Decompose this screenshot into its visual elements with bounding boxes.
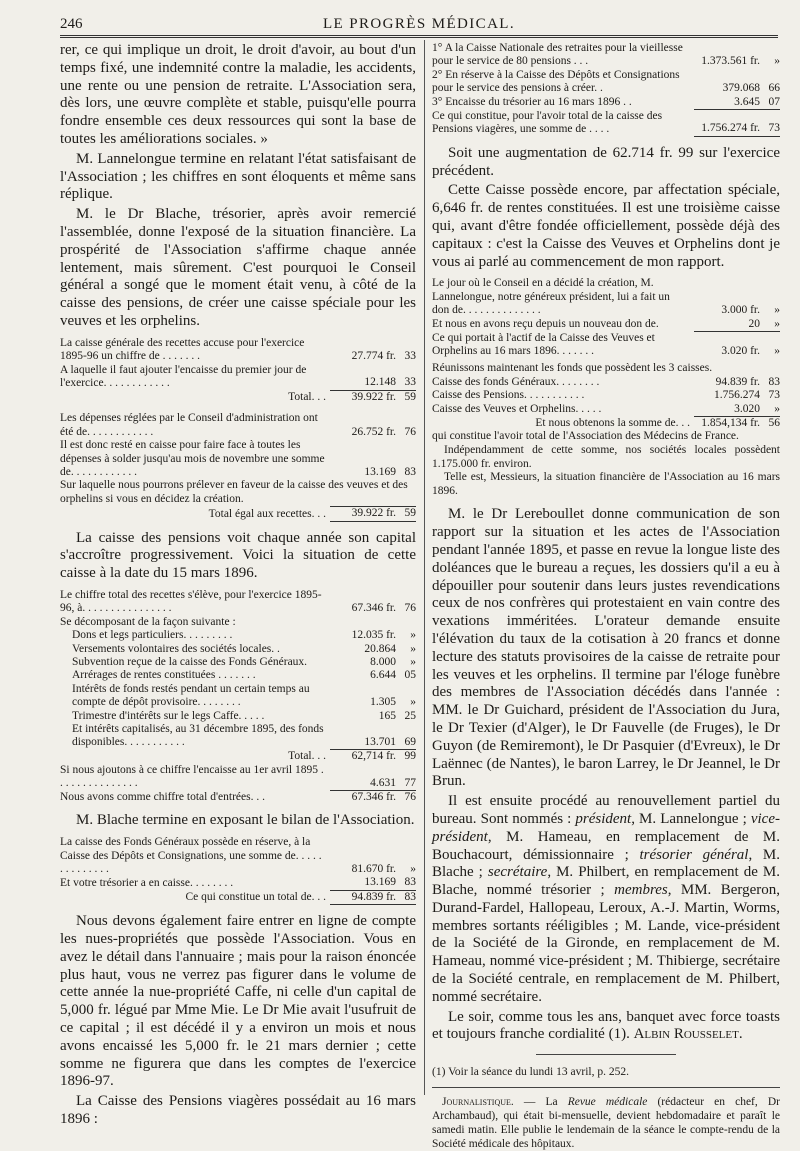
- ledger-table: [60, 337, 416, 405]
- ledger-cents: 76: [396, 791, 416, 805]
- section-rule: [432, 1087, 780, 1088]
- ledger-cents: 25: [404, 709, 416, 722]
- ledger-cents: 66: [768, 82, 780, 95]
- text-run: vice-président: [432, 810, 780, 845]
- ledger-row: [60, 750, 416, 764]
- ledger-cents: »: [760, 332, 780, 359]
- paragraph: [432, 1009, 780, 1045]
- ledger-cents: »: [410, 655, 416, 668]
- ledger-amount: 94.839 fr.: [330, 890, 396, 904]
- text-run: Il est ensuite procédé au renouvellement partiel du bureau. Sont nommés :: [432, 793, 780, 827]
- ledger-row: [60, 669, 416, 682]
- ledger-row: [432, 69, 780, 96]
- ledger-label: Intérêts de fonds restés pendant un certain temps au compte de dépôt provisoire. . . . . . . .: [72, 682, 310, 709]
- text-run: secrétaire: [487, 864, 548, 881]
- ledger-table: [432, 362, 780, 430]
- small-paragraph: Telle est, Messieurs, la situation financière de l'Association au 16 mars 1896.: [432, 471, 780, 497]
- ledger-label: Et nous en avons reçu depuis un nouveau don de.: [432, 318, 659, 331]
- paragraph: M. le Dr Blache, trésorier, après avoir remercié l'assemblée, donne l'exposé de la situation financière. La prospérité de l'Association s'affirme chaque année lentement, mais sûrement. C'est pourquoi le Conseil général a songé que le moment était venu, à côté de la caisse des pensions, de créer une caisse spéciale pour les veuves et les orphelins.: [60, 206, 416, 329]
- text-run: Le soir, comme tous les ans, banquet avec force toasts et toujours franche cordialité (1).: [432, 1008, 780, 1043]
- journalistique-note: [432, 1096, 780, 1151]
- ledger-row: [60, 890, 416, 904]
- ledger-row: [60, 390, 416, 404]
- ledger-amount: 6.644: [370, 669, 396, 682]
- ledger-amount: 3.645: [734, 95, 760, 108]
- ledger-label: Arrérages de rentes constituées . . . . . . .: [72, 669, 256, 682]
- ledger-row: [432, 96, 780, 110]
- text-run: , M. Hameau, en remplacement de M. Bouchacourt, démissionnaire ;: [432, 828, 780, 863]
- ledger-amount: 8.000: [370, 655, 396, 668]
- ledger-amount: 20.864: [364, 642, 396, 655]
- ledger-label: Caisse des fonds Généraux. . . . . . . .: [432, 375, 600, 388]
- ledger-amount: 62,714 fr.: [330, 750, 396, 764]
- ledger-row: [60, 710, 416, 723]
- ledger-amount: 13.169: [364, 876, 396, 889]
- paragraph: La Caisse des Pensions viagères possédait au 16 mars 1896 :: [60, 1093, 416, 1128]
- text-run: — La: [513, 1096, 568, 1109]
- ledger-label: La caisse générale des recettes accuse pour l'exercice 1895-96 un chiffre de . . . . . . .: [60, 336, 305, 363]
- journal-title: LE PROGRÈS MÉDICAL.: [322, 16, 516, 32]
- ledger-amount: 3.000 fr.: [721, 304, 760, 317]
- ledger-cents: 83: [404, 465, 416, 478]
- ledger-label: Le jour où le Conseil en a décidé la création, M. Lannelongue, notre généreux président, lui a fait un don de. . . . . . . . . . . . . .: [432, 277, 670, 317]
- ledger-label: Sur laquelle nous pourrons prélever en faveur de la caisse des veuves et des orphelins si vous en décidez la création.: [60, 479, 408, 505]
- ledger-row: [60, 643, 416, 656]
- ledger-cents: »: [410, 863, 416, 876]
- ledger-label: Versements volontaires des sociétés locales. .: [72, 642, 280, 655]
- ledger-row: [432, 332, 780, 359]
- ledger-cents: 69: [404, 735, 416, 748]
- ledger-row: [60, 616, 416, 629]
- ledger-label: Caisse des Pensions. . . . . . . . . . .: [432, 389, 585, 402]
- ledger-row: [60, 791, 416, 805]
- left-column: [60, 42, 416, 1131]
- ledger-amount: 27.774 fr.: [351, 350, 396, 363]
- ledger-row: [60, 836, 416, 876]
- text-run: , M. Blache ;: [432, 846, 780, 881]
- ledger-label: Subvention reçue de la caisse des Fonds Généraux.: [72, 655, 308, 668]
- ledger-row: [60, 364, 416, 391]
- ledger-cents: 56: [760, 416, 780, 430]
- header-rule: [60, 35, 778, 38]
- paragraph: Soit une augmentation de 62.714 fr. 99 sur l'exercice précédent.: [432, 144, 780, 179]
- ledger-row: [60, 479, 416, 506]
- ledger-row: [432, 277, 780, 317]
- ledger-amount: 67.346 fr.: [351, 602, 396, 615]
- ledger-cents: 99: [396, 750, 416, 764]
- paragraph: M. Lannelongue termine en relatant l'état satisfaisant de l'Association ; les chiffres en sont éloquents et même sans réplique.: [60, 150, 416, 203]
- ledger-cents: 73: [768, 389, 780, 402]
- text-run: membres: [614, 882, 668, 899]
- ledger-row: [60, 507, 416, 521]
- ledger-cents: »: [410, 642, 416, 655]
- ledger-amount: 39.922 fr.: [330, 507, 396, 521]
- ledger-label: Et intérêts capitalisés, au 31 décembre 1895, des fonds disponibles. . . . . . . . . . .: [72, 722, 324, 749]
- ledger-label: Les dépenses réglées par le Conseil d'administration ont été de. . . . . . . . . . . .: [60, 412, 318, 438]
- ledger-row: [432, 110, 780, 137]
- ledger-label: Dons et legs particuliers. . . . . . . . .: [72, 629, 233, 642]
- text-run: (rédacteur en chef, Dr Archambaud), qui était bi-mensuelle, devient hebdomadaire et paraît le samedi matin. Elle publie le lendemain de la séance le compte-rendu de la Société médicale des hôpitaux.: [432, 1096, 780, 1150]
- ledger-row: [60, 337, 416, 364]
- ledger-table: [432, 42, 780, 137]
- paragraph: M. le Dr Lereboullet donne communication de son rapport sur la situation et les actes de l'Association pendant l'année 1895, et passe en revue la longue liste des doléances que le bureau a reçues, les dossiers qu'il a eu à dépouiller pour soutenir dans leurs justes revendications ceux de nos confrères qui protestaient en vain contre des vexations imméritées. L'orateur demande ensuite l'élévation du taux de la cotisation à 20 francs et donne lecture des statuts provisoires de la caisse de retraite pour les veuves et les orphelins. Il termine par l'éloge funèbre des membres de l'Association décédés dans l'année : MM. le Dr Guichard, président de l'Association du Jura, le Dr Texier (d'Alger), le Dr Fauvelle (de Fruges), le Dr Guyon (de Remiremont), le Dr Pasquier (d'Evreux), le Dr Laënnec (de Nantes), le baron Larrey, le Dr Jeannel, le Dr Brun.: [432, 506, 781, 790]
- ledger-cents: »: [410, 629, 416, 642]
- ledger-row: [432, 416, 780, 430]
- ledger-amount: 1.305: [370, 696, 396, 709]
- ledger-amount: 3.020 fr.: [694, 332, 760, 359]
- ledger-cents: 59: [396, 507, 416, 521]
- ledger-amount: 1.373.561 fr.: [701, 55, 760, 68]
- ledger-row: [432, 376, 780, 389]
- author-signature: Albin Rousselet.: [633, 1026, 743, 1043]
- small-paragraph: Indépendamment de cette somme, nos sociétés locales possèdent 1.175.000 fr. environ.: [432, 443, 780, 470]
- ledger-row: [60, 683, 416, 710]
- ledger-row: [432, 403, 780, 417]
- paragraph: Cette Caisse possède encore, par affectation spéciale, 6,646 fr. de rentes constituées. Il est une troisième caisse qui, avant d'être fondée officiellement, possède déjà des capitaux : c'est la Caisse des Veuves et Orphelins dont je vous ai parlé au commencement de mon rapport.: [432, 182, 780, 270]
- ledger-cents: 73: [760, 110, 780, 137]
- ledger-label: 1° A la Caisse Nationale des retraites pour la vieillesse pour le service de 80 pensions . . .: [432, 42, 683, 68]
- ledger-row: [60, 412, 416, 439]
- footnote: (1) Voir la séance du lundi 13 avril, p. 252.: [432, 1066, 629, 1079]
- ledger-amount: 165: [378, 709, 396, 722]
- ledger-label: Ce qui constitue, pour l'avoir total de la caisse des Pensions viagères, une somme de . . . .: [432, 109, 663, 135]
- ledger-row: [60, 589, 416, 616]
- ledger-cents: »: [774, 402, 780, 415]
- ledger-table: [60, 836, 416, 905]
- ledger-cents: 33: [404, 350, 416, 363]
- text-run: Revue médicale: [567, 1096, 648, 1109]
- ledger-label: Le chiffre total des recettes s'élève, pour l'exercice 1895-96, à. . . . . . . . . . . . . . . .: [60, 588, 322, 615]
- ledger-table: [60, 412, 416, 521]
- ledger-cents: 05: [404, 669, 416, 682]
- ledger-row: [60, 656, 416, 669]
- ledger-label: Ce qui portait à l'actif de la Caisse des Veuves et Orphelins au 16 mars 1896. . . . . . .: [432, 331, 655, 357]
- ledger-row: [60, 629, 416, 642]
- paragraph: La caisse des pensions voit chaque année son capital s'accroître progressivement. Voici la situation de cette caisse à la date du 15 mars 1896.: [60, 529, 416, 582]
- ledger-cents: 76: [404, 602, 416, 615]
- ledger-label: Il est donc resté en caisse pour faire face à toutes les dépenses à solder jusqu'au mois de novembre une somme de. . . . . . . . . . . .: [60, 439, 325, 478]
- ledger-label: Nous avons comme chiffre total d'entrées. . .: [60, 791, 265, 804]
- ledger-amount: 12.148: [364, 376, 396, 389]
- ledger-amount: 379.068: [722, 82, 760, 95]
- ledger-amount: 81.670 fr.: [351, 863, 396, 876]
- ledger-label: 3° Encaisse du trésorier au 16 mars 1896 . .: [432, 96, 632, 109]
- ledger-row: [60, 723, 416, 750]
- paragraph: [432, 793, 780, 1007]
- paragraph: M. Blache termine en exposant le bilan de l'Association.: [76, 812, 415, 829]
- ledger-amount: 1.854,134 fr.: [694, 416, 760, 430]
- ledger-label: Réunissons maintenant les fonds que possèdent les 3 caisses.: [432, 362, 713, 375]
- text-run: trésorier général: [639, 846, 749, 863]
- page-number: 246: [60, 16, 83, 32]
- ledger-amount: 26.752 fr.: [351, 425, 396, 438]
- ledger-label: Trimestre d'intérêts sur le legs Caffe. . . . .: [72, 709, 265, 722]
- ledger-amount: 13.701: [364, 735, 396, 748]
- ledger-row: [432, 362, 780, 375]
- text-run: Journalistique.: [442, 1096, 514, 1109]
- ledger-label: Caisse des Veuves et Orphelins. . . . .: [432, 403, 602, 416]
- ledger-label: Total. . .: [288, 390, 326, 403]
- ledger-cents: 83: [404, 876, 416, 889]
- ledger-amount: 13.169: [364, 465, 396, 478]
- paragraph: rer, ce qui implique un droit, le droit d'avoir, au bout d'un temps fixé, une indemnité contre la maladie, les accidents, une rente ou une pension de retraite. L'Association sera, dès lors, une œuvre complète et stable, puisqu'elle pourra fondre ensemble ces deux ressources qui sont la base de toutes les améliorations sociales. »: [60, 42, 416, 147]
- ledger-label: Et nous obtenons la somme de. . .: [535, 416, 690, 429]
- ledger-cents: »: [774, 55, 780, 68]
- ledger-amount: 67.346 fr.: [330, 791, 396, 805]
- ledger-label: Total égal aux recettes. . .: [208, 507, 326, 520]
- ledger-row: [432, 42, 780, 69]
- ledger-table: [60, 589, 416, 805]
- ledger-label: Et votre trésorier a en caisse. . . . . . . .: [60, 876, 234, 889]
- ledger-label: La caisse des Fonds Généraux possède en réserve, à la Caisse des Dépôts et Consignations, une somme de. . . . . . . . . . . . . .: [60, 836, 322, 876]
- ledger-amount: 1.756.274: [714, 389, 760, 402]
- ledger-row: [432, 389, 780, 402]
- ledger-amount: 1.756.274 fr.: [694, 110, 760, 137]
- ledger-row: [60, 764, 416, 791]
- column-divider: [424, 40, 425, 1095]
- ledger-amount: 3.020: [734, 402, 760, 415]
- ledger-row: [60, 876, 416, 890]
- text-run: , M. Philbert, en remplacement de M. Blache, nommé trésorier ;: [432, 864, 780, 899]
- right-column: [432, 42, 780, 1151]
- ledger-label: 2° En réserve à la Caisse des Dépôts et Consignations pour le service des pensions à créer. .: [432, 68, 680, 95]
- ledger-cents: »: [410, 696, 416, 709]
- ledger-amount: 39.922 fr.: [330, 390, 396, 404]
- text-run: président: [575, 810, 632, 827]
- ledger-row: [60, 439, 416, 479]
- ledger-cents: 59: [396, 390, 416, 404]
- ledger-amount: 20: [748, 317, 760, 330]
- paragraph: Nous devons également faire entrer en ligne de compte les nues-propriétés que possède l'Association. Vous en avez le détail dans l'annuaire ; mais pour la raison énoncée plus haut, vous ne verrez pas figurer dans le volume de cette année la nue-propriété Caffe, ni celle d'un capital de 5,000 fr. légué par Mme Mie. Le Dr Mie avait l'usufruit de ce capital ; il est décédé il y a environ un mois et nous avons encaissé les 5,000 fr. le 21 mars dernier ; cette somme ne figurera que dans les comptes de l'exercice 1896-97.: [60, 913, 416, 1090]
- ledger-cents: 83: [396, 890, 416, 904]
- ledger-label: Si nous ajoutons à ce chiffre l'encaisse au 1er avril 1895 . . . . . . . . . . . . . . .: [60, 763, 324, 790]
- ledger-cents: 33: [404, 376, 416, 389]
- ledger-row: [432, 318, 780, 332]
- small-paragraph: qui constitue l'avoir total de l'Association des Médecins de France.: [432, 430, 739, 443]
- ledger-amount: 94.839 fr.: [715, 375, 760, 388]
- ledger-amount: 12.035 fr.: [351, 629, 396, 642]
- ledger-cents: 76: [404, 425, 416, 438]
- ledger-label: Total. . .: [288, 750, 326, 763]
- ledger-cents: »: [774, 317, 780, 330]
- text-run: , MM. Bergeron, Durand-Fardel, Hallopeau, Leroux, A.-J. Martin, Worms, membres sortants rééligibles ; M. Lande, vice-président de la Société de la Gironde, en remplacement de M. Hameau, nommé vice-président ; M. Thibierge, secrétaire de la Société centrale, en remplacement de M. Philbert, nommé secrétaire.: [432, 882, 780, 1005]
- ledger-cents: 07: [768, 95, 780, 108]
- ledger-cents: 77: [404, 776, 416, 789]
- ledger-amount: 4.631: [370, 776, 396, 789]
- ledger-table: [432, 277, 780, 358]
- ledger-label: A laquelle il faut ajouter l'encaisse du premier jour de l'exercice. . . . . . . . . . . .: [60, 363, 307, 389]
- ledger-label: Ce qui constitue un total de. . .: [185, 891, 326, 904]
- ledger-cents: 83: [768, 375, 780, 388]
- ledger-cents: »: [774, 304, 780, 317]
- footnote-rule: [536, 1054, 676, 1055]
- ledger-label: Se décomposant de la façon suivante :: [60, 615, 236, 628]
- text-run: , M. Lannelongue ;: [631, 810, 751, 827]
